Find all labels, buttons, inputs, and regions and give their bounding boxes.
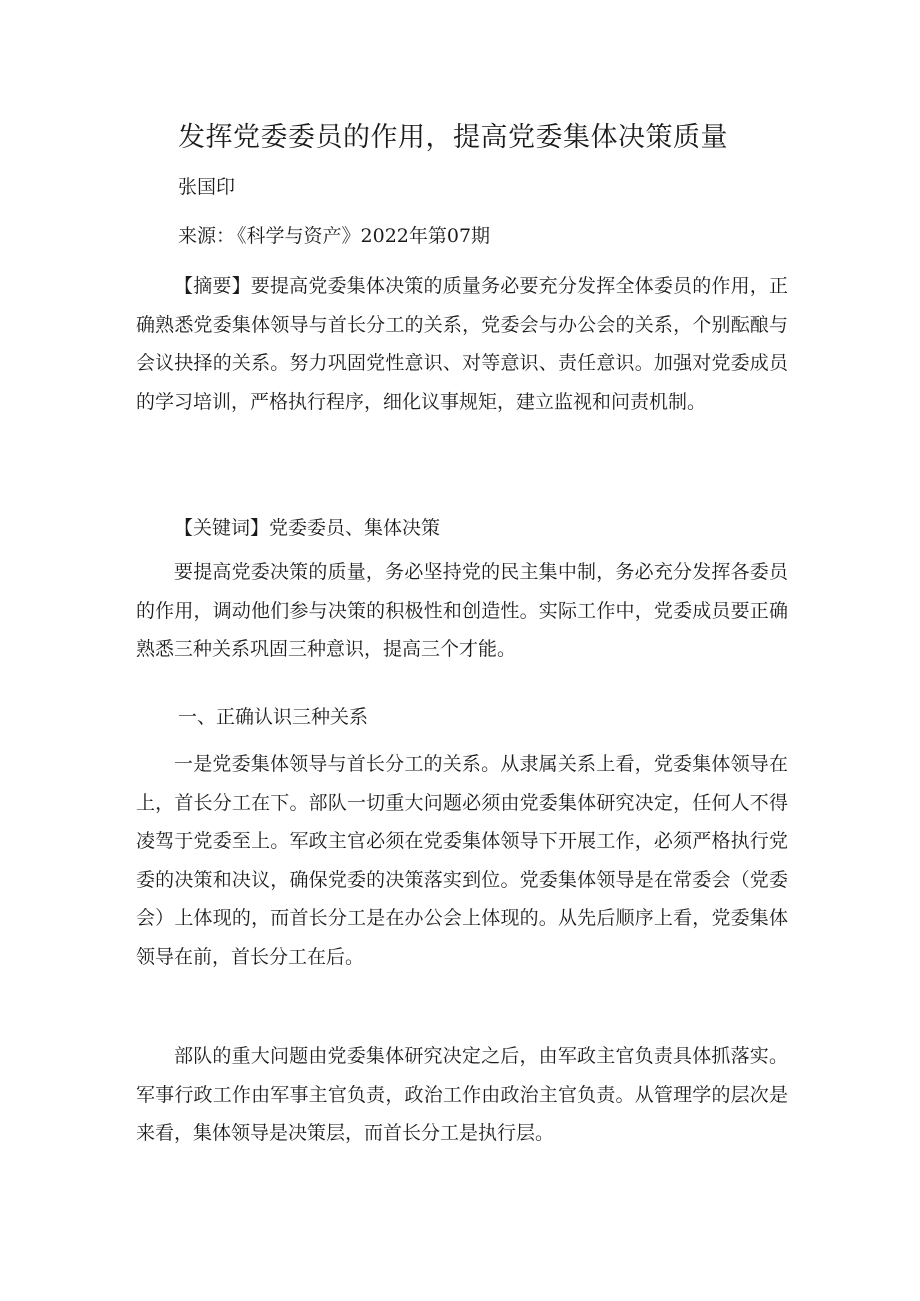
abstract-paragraph — [136, 267, 788, 421]
body-paragraph: 一是党委集体领导与首长分工的关系。从隶属关系上看，党委集体领导在上，首长分工在下。部队一切重大问题必须由党委集体研究决定，任何人不得凌驾于党委至上。军政主官必须在党委集体领导下开展工作，必须严格执行党委的决策和决议，确保党委的决策落实到位。党委集体领导是在常委会（党委会）上体现的，而首长分工是在办公会上体现的。从先后顺序上看，党委集体领导在前，首长分工在后。 — [136, 753, 788, 968]
keywords-label: 【关键词】 — [174, 517, 270, 539]
source-label: 来源： — [178, 225, 236, 247]
keywords-text: 党委委员、集体决策 — [269, 517, 441, 539]
article-author: 张国印 — [178, 176, 236, 198]
article-source — [178, 221, 490, 251]
article-title: 发挥党委委员的作用，提高党委集体决策质量 — [178, 122, 728, 153]
intro-paragraph: 要提高党委决策的质量，务必坚持党的民主集中制，务必充分发挥各委员的作用，调动他们参与决策的积极性和创造性。实际工作中，党委成员要正确熟悉三种关系巩固三种意识，提高三个才能。 — [136, 561, 788, 660]
keywords-paragraph — [136, 509, 788, 548]
source-value: 《科学与资产》2022年第07期 — [237, 225, 491, 247]
abstract-label: 【摘要】 — [174, 275, 251, 297]
section-heading: 一、正确认识三种关系 — [178, 706, 369, 728]
abstract-text: 要提高党委集体决策的质量务必要充分发挥全体委员的作用，正确熟悉党委集体领导与首长分工的关系，党委会与办公会的关系，个别酝酿与会议抉择的关系。努力巩固党性意识、对等意识、责任意识。加强对党委成员的学习培训，严格执行程序，细化议事规矩，建立监视和问责机制。 — [136, 275, 788, 413]
body-paragraph: 部队的重大问题由党委集体研究决定之后，由军政主官负责具体抓落实。军事行政工作由军事主官负责，政治工作由政治主官负责。从管理学的层次是来看，集体领导是决策层，而首长分工是执行层。 — [136, 1045, 788, 1144]
